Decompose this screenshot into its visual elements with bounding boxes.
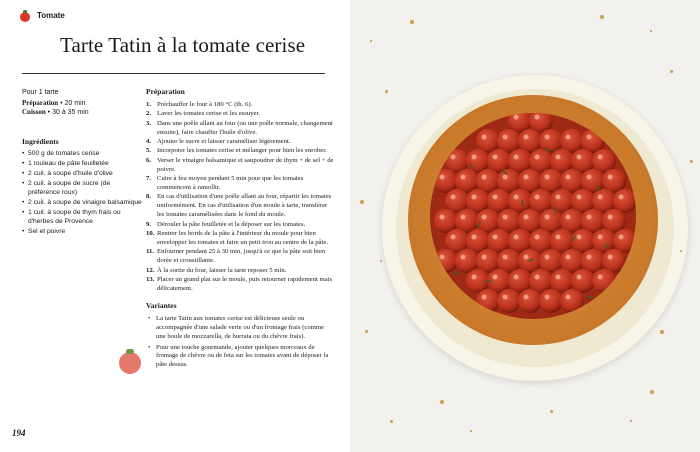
crumb-dot xyxy=(380,260,382,262)
tomato-highlight xyxy=(482,135,487,140)
tomato-highlight xyxy=(503,135,508,140)
step-text: Incorporer les tomates cerise et mélanger pour bien les enrober. xyxy=(157,147,327,155)
tomato-highlight xyxy=(587,135,592,140)
tomato-highlight xyxy=(472,195,477,200)
step-text: Ajouter le sucre et laisser caraméliser légèrement. xyxy=(157,138,291,146)
crumb-dot xyxy=(360,200,364,204)
tomato-highlight xyxy=(503,175,508,180)
tomato-highlight xyxy=(451,195,456,200)
tomato-highlight xyxy=(545,255,550,260)
step-item xyxy=(146,120,334,138)
tomato-highlight xyxy=(472,275,477,280)
step-number: 1. xyxy=(146,100,152,108)
tomato-highlight xyxy=(461,255,466,260)
step-item xyxy=(146,230,334,248)
crumb-dot xyxy=(365,330,368,333)
step-item xyxy=(146,193,334,220)
step-text: Préchauffer le four à 180 °C (th. 6). xyxy=(157,100,253,108)
tomato-highlight xyxy=(440,255,445,260)
crumb-dot xyxy=(440,400,444,404)
crumb-dot xyxy=(650,30,652,32)
tomato-highlight xyxy=(451,235,456,240)
step-text: Laver les tomates cerise et les essuyer. xyxy=(157,110,261,118)
section-label: Tomate xyxy=(37,11,65,20)
tomato-highlight xyxy=(556,195,561,200)
page-number: 194 xyxy=(12,428,26,438)
ingredients-list xyxy=(22,149,142,236)
tomato-highlight xyxy=(482,175,487,180)
tomato-highlight xyxy=(535,195,540,200)
step-item xyxy=(146,110,334,119)
crumb-dot xyxy=(385,90,388,93)
step-number: 6. xyxy=(146,156,152,164)
crumb-dot xyxy=(390,420,393,423)
step-number: 2. xyxy=(146,110,152,118)
tomato-highlight xyxy=(503,295,508,300)
tomato-highlight xyxy=(514,275,519,280)
tomato-highlight xyxy=(503,215,508,220)
tomato-highlight xyxy=(556,235,561,240)
tomato-highlight xyxy=(482,215,487,220)
tomato-highlight xyxy=(577,195,582,200)
tomato-highlight xyxy=(556,155,561,160)
tomato-icon xyxy=(20,12,30,22)
prep-time xyxy=(22,99,142,108)
step-number: 8. xyxy=(146,193,152,201)
thyme-leaf xyxy=(587,296,593,298)
step-item xyxy=(146,175,334,193)
step-number: 3. xyxy=(146,119,152,127)
recipe-title: Tarte Tatin à la tomate cerise xyxy=(60,33,306,57)
tomato-highlight xyxy=(514,155,519,160)
tomato-highlight xyxy=(440,215,445,220)
step-text: À la sortie du four, laisser la tarte reposer 5 min. xyxy=(157,266,287,274)
recipe-meta-column xyxy=(22,88,142,237)
ingredient-item: • 500 g de tomates cerise xyxy=(22,149,142,158)
tomato-highlight xyxy=(524,135,529,140)
step-number: 5. xyxy=(146,147,152,155)
tomato-shape xyxy=(497,289,521,313)
tomato-highlight xyxy=(535,115,540,120)
tomato-highlight xyxy=(608,175,613,180)
tomato-highlight xyxy=(503,255,508,260)
title-divider xyxy=(22,73,325,74)
step-number: 10. xyxy=(146,230,155,238)
step-item xyxy=(146,138,334,147)
crumb-dot xyxy=(670,70,673,73)
tomato-highlight xyxy=(493,235,498,240)
step-number: 7. xyxy=(146,175,152,183)
tomato-highlight xyxy=(598,195,603,200)
crumb-dot xyxy=(680,250,682,252)
cook-time-value: • 30 à 35 min xyxy=(45,109,89,117)
tomato-shape xyxy=(518,289,542,313)
crumb-dot xyxy=(650,390,654,394)
tomato-highlight xyxy=(566,255,571,260)
cook-time-label: Cuisson xyxy=(22,108,46,117)
variantes-heading: Variantes xyxy=(146,300,177,310)
tomato-highlight xyxy=(587,255,592,260)
tomato-highlight xyxy=(535,275,540,280)
tomato-highlight xyxy=(535,155,540,160)
cook-time xyxy=(22,108,142,117)
tomato-highlight xyxy=(524,215,529,220)
step-item xyxy=(146,248,334,266)
tomato-highlight xyxy=(524,175,529,180)
tomato-highlight xyxy=(524,255,529,260)
tomato-highlight xyxy=(545,295,550,300)
tomato-highlight xyxy=(461,215,466,220)
tomato-shape xyxy=(539,289,563,313)
tomato-highlight xyxy=(493,155,498,160)
prep-time-label: Préparation xyxy=(22,99,59,108)
step-text: Placer un grand plat sur le moule, puis retourner rapidement mais délicatement. xyxy=(157,276,333,293)
variantes-list xyxy=(146,315,334,370)
step-item xyxy=(146,147,334,156)
tomato-highlight xyxy=(608,215,613,220)
tomato-highlight xyxy=(472,235,477,240)
tomato-highlight xyxy=(587,215,592,220)
crumb-dot xyxy=(600,15,604,19)
cherry-tomatoes xyxy=(430,113,636,319)
step-item xyxy=(146,157,334,175)
step-text: En cas d'utilisation d'une poêle allant au four, répartir les tomates uniformément. En cas d'utilisation d'un moule à tarte, transférer les tomates caramélisées dans le fond du moule. xyxy=(157,193,332,219)
tomato-highlight xyxy=(472,155,477,160)
step-number: 11. xyxy=(146,248,154,256)
ingredient-item: • Sel et poivre xyxy=(22,227,142,236)
crumb-dot xyxy=(550,410,553,413)
step-number: 13. xyxy=(146,276,155,284)
tomato-highlight xyxy=(461,175,466,180)
step-item xyxy=(146,101,334,110)
crumb-dot xyxy=(470,430,472,432)
ingredient-item: • 2 cuil. à soupe de sucre (de préférence roux) xyxy=(22,179,142,197)
step-text: Cuire à feu moyen pendant 5 min pour que les tomates commencent à ramollir. xyxy=(157,175,304,192)
tomato-highlight xyxy=(493,275,498,280)
ingredient-item: • 1 rouleau de pâte feuilletée xyxy=(22,159,142,168)
tomatoes-pattern xyxy=(430,113,636,319)
tomato-icon xyxy=(119,352,141,374)
tomato-highlight xyxy=(566,175,571,180)
crumb-dot xyxy=(370,40,372,42)
tomato-highlight xyxy=(482,295,487,300)
step-text: Enfourner pendant 25 à 30 min, jusqu'à ce que la pâte soit bien dorée et croustillante. xyxy=(157,248,326,265)
thyme-leaf xyxy=(453,273,459,275)
ingredients-heading: Ingrédients xyxy=(22,136,59,146)
thyme-leaf xyxy=(521,200,523,206)
yield-text: Pour 1 tarte xyxy=(22,89,59,96)
variante-item: • Pour une touche gourmande, ajouter quelques morceaux de fromage de chèvre ou de feta sur les tomates avant de déposer la pâte dessus. xyxy=(146,344,334,371)
tomato-highlight xyxy=(598,275,603,280)
step-item xyxy=(146,267,334,276)
tomato-highlight xyxy=(451,155,456,160)
tomato-highlight xyxy=(619,235,624,240)
tomato-highlight xyxy=(514,115,519,120)
crumb-dot xyxy=(630,420,632,422)
step-text: Dans une poêle allant au four (ou une poêle normale, changement ensuite), faire chauffer l'huile d'olive. xyxy=(157,119,333,136)
tomato-highlight xyxy=(577,155,582,160)
tomato-highlight xyxy=(493,195,498,200)
tomato-highlight xyxy=(514,235,519,240)
prep-time-value: • 20 min xyxy=(58,100,86,108)
crumb-dot xyxy=(690,160,693,163)
tomato-highlight xyxy=(566,295,571,300)
tomato-highlight xyxy=(598,235,603,240)
crumb-dot xyxy=(410,20,414,24)
step-text: Verser le vinaigre balsamique et saupoudrer de thym + de sel + de poivre. xyxy=(157,156,334,173)
ingredient-item: • 1 cuil. à soupe de thym frais ou d'herbes de Provence xyxy=(22,208,142,226)
tomato-highlight xyxy=(598,155,603,160)
step-text: Dérouler la pâte feuilletée et la déposer sur les tomates. xyxy=(157,220,306,228)
tomato-highlight xyxy=(577,275,582,280)
tomato-highlight xyxy=(545,175,550,180)
tomato-highlight xyxy=(587,175,592,180)
step-text: Rentrer les bords de la pâte à l'intérieur du moule pour bien envelopper les tomates et faire un petit trou au centre de la pâte. xyxy=(157,230,329,246)
step-item xyxy=(146,276,334,294)
crumb-dot xyxy=(660,330,664,334)
photo-page xyxy=(350,0,700,452)
step-number: 9. xyxy=(146,220,152,228)
preparation-column xyxy=(146,88,334,372)
step-item xyxy=(146,221,334,230)
tomato-highlight xyxy=(566,215,571,220)
tomato-highlight xyxy=(619,195,624,200)
ingredient-item: • 2 cuil. à soupe de vinaigre balsamique xyxy=(22,198,142,207)
tomato-highlight xyxy=(577,235,582,240)
tomato-highlight xyxy=(482,255,487,260)
ingredient-item: • 2 cuil. à soupe d'huile d'olive xyxy=(22,169,142,178)
preparation-heading: Préparation xyxy=(146,87,185,96)
step-number: 12. xyxy=(146,266,155,274)
tomato-highlight xyxy=(556,275,561,280)
tomato-highlight xyxy=(524,295,529,300)
variante-item: • La tarte Tatin aux tomates cerise est délicieuse seule ou accompagnée d'une salade verte ou d'un fromage frais (comme une boule de mozzarella, de burrata ou du chèvre frais). xyxy=(146,315,334,342)
tomato-highlight xyxy=(566,135,571,140)
tomato-highlight xyxy=(440,175,445,180)
tomato-highlight xyxy=(608,255,613,260)
step-number: 4. xyxy=(146,138,152,146)
tomato-highlight xyxy=(535,235,540,240)
tomato-highlight xyxy=(545,135,550,140)
tomato-highlight xyxy=(514,195,519,200)
tomato-highlight xyxy=(545,215,550,220)
preparation-steps xyxy=(146,101,334,294)
